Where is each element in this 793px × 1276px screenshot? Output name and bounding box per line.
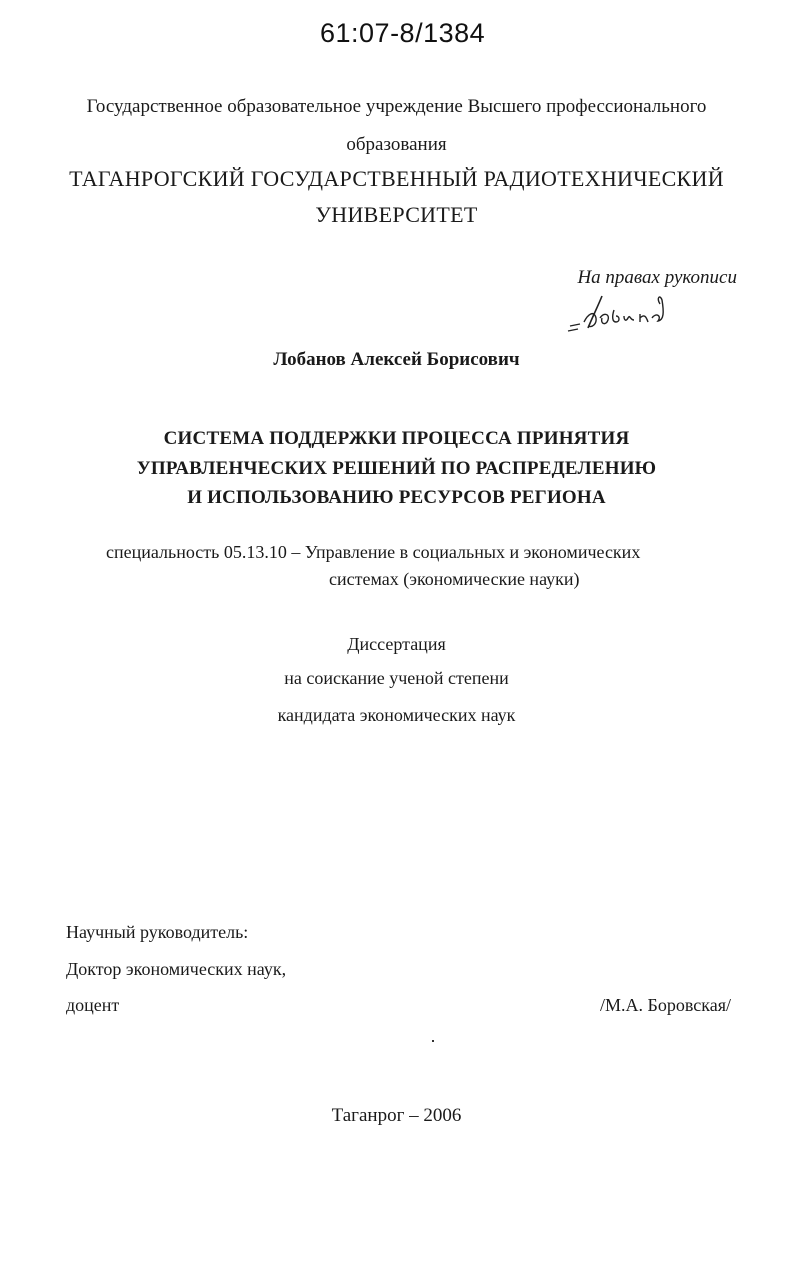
supervisor-name: /М.А. Боровская/ — [600, 995, 731, 1015]
institution-line-1: Государственное образовательное учреждение Высшего профессионального — [86, 96, 707, 117]
place-and-year: Таганрог – 2006 — [331, 1105, 462, 1126]
supervisor-rank: доцент — [66, 995, 120, 1015]
scan-speck — [432, 1040, 434, 1042]
dissertation-purpose: на соискание ученой степени — [284, 668, 509, 688]
institution-line-2: образования — [346, 134, 447, 155]
supervisor-label: Научный руководитель: — [66, 922, 249, 942]
manuscript-rights-note: На правах рукописи — [577, 267, 737, 288]
dissertation-degree: кандидата экономических наук — [277, 705, 516, 725]
university-name-line-2: УНИВЕРСИТЕТ — [315, 202, 478, 227]
dissertation-label: Диссертация — [347, 634, 446, 654]
thesis-title-line-3: И ИСПОЛЬЗОВАНИЮ РЕСУРСОВ РЕГИОНА — [187, 487, 606, 508]
archive-number: 61:07-8/1384 — [320, 18, 486, 48]
author-name: Лобанов Алексей Борисович — [273, 349, 520, 370]
thesis-title-line-1: СИСТЕМА ПОДДЕРЖКИ ПРОЦЕССА ПРИНЯТИЯ — [163, 428, 630, 449]
university-name-line-1: ТАГАНРОГСКИЙ ГОСУДАРСТВЕННЫЙ РАДИОТЕХНИЧЕСКИЙ — [69, 166, 724, 191]
specialty-line-1: специальность 05.13.10 – Управление в социальных и экономических — [106, 542, 641, 562]
thesis-title-line-2: УПРАВЛЕНЧЕСКИХ РЕШЕНИЙ ПО РАСПРЕДЕЛЕНИЮ — [136, 458, 657, 479]
specialty-line-2: системах (экономические науки) — [329, 569, 580, 589]
handwritten-signature — [566, 288, 676, 338]
supervisor-degree: Доктор экономических наук, — [66, 959, 287, 979]
